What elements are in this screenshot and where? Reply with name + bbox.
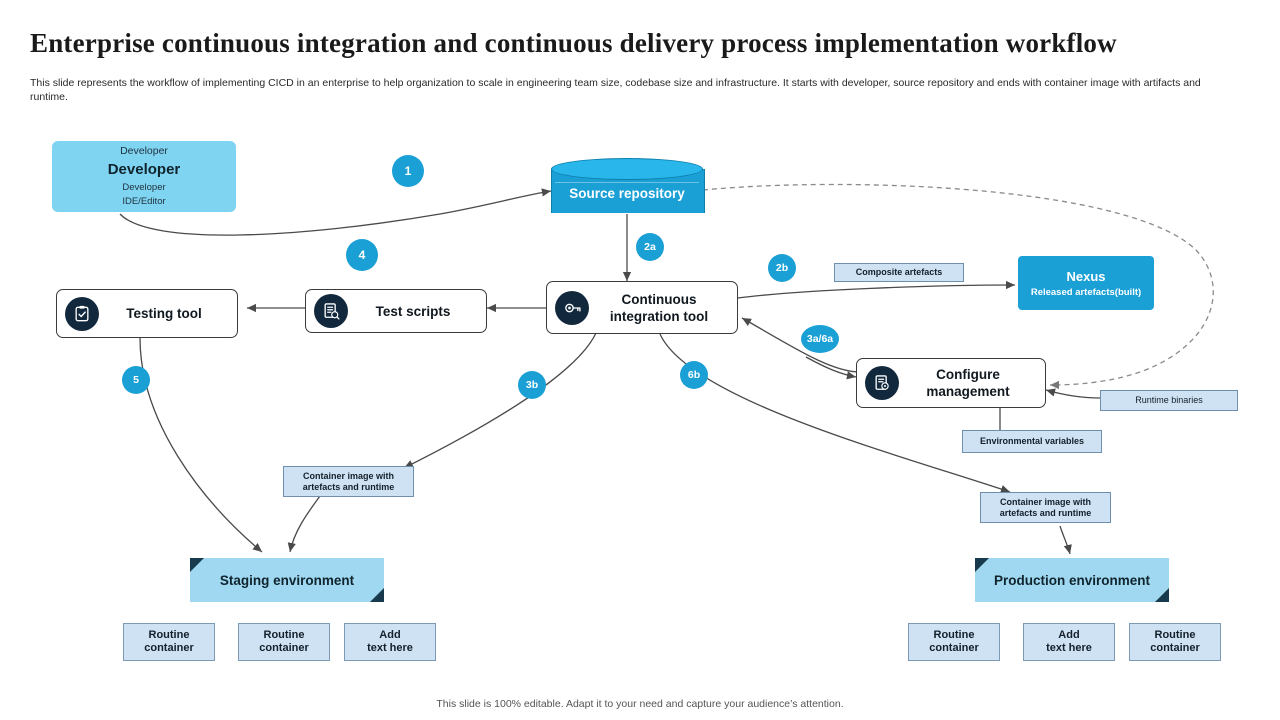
gear-icon: [555, 291, 589, 325]
continuous-integration-tool-label: Continuous integration tool: [609, 291, 709, 324]
nexus-subtitle: Released artefacts(built): [1030, 286, 1142, 298]
continuous-integration-tool-node[interactable]: [546, 281, 738, 334]
staging-routine-box-1-line2: container: [144, 642, 194, 654]
script-document-icon: [314, 294, 348, 328]
production-routine-box-2-line1: Add: [1058, 629, 1080, 641]
production-routine-box-3-line1: Routine: [1154, 629, 1196, 641]
page-title: Enterprise continuous integration and continuous delivery process implementation workflow: [30, 28, 1117, 58]
production-routine-box-1-line2: container: [929, 642, 979, 654]
production-routine-box-3[interactable]: [1129, 623, 1221, 661]
developer-sub-label-2: IDE/Editor: [122, 196, 166, 207]
cylinder-top: [551, 158, 703, 180]
tag-environmental-variables[interactable]: Environmental variables: [962, 430, 1102, 453]
production-routine-box-1-line1: Routine: [933, 629, 975, 641]
developer-card[interactable]: [52, 141, 236, 212]
tag-container-image-right[interactable]: Container image with artefacts and runtime: [980, 492, 1111, 523]
top-strip: [0, 0, 1280, 22]
testing-tool-label: Testing tool: [126, 306, 202, 321]
production-environment-node[interactable]: [975, 558, 1169, 602]
staging-routine-box-1[interactable]: [123, 623, 215, 661]
test-scripts-label: Test scripts: [375, 303, 451, 319]
tag-container-image-left[interactable]: Container image with artefacts and runtime: [283, 466, 414, 497]
staging-routine-box-3-line1: Add: [379, 629, 401, 641]
step-marker-4: 4: [346, 239, 378, 271]
step-marker-2a: 2a: [636, 233, 664, 261]
tag-composite-artefacts[interactable]: Composite artefacts: [834, 263, 964, 282]
page-subtitle: This slide represents the workflow of implementing CICD in an enterprise to help organization to scale in engineering team size, codebase size and infrastructure. It starts with developer, source repository and ends with container image with artifacts and runtime.: [30, 77, 1201, 103]
nexus-title: Nexus: [1066, 268, 1106, 284]
step-marker-1: 1: [392, 155, 424, 187]
production-environment-label: Production environment: [993, 572, 1150, 588]
staging-routine-box-2-line1: Routine: [263, 629, 305, 641]
configure-management-node[interactable]: [856, 358, 1046, 408]
staging-routine-box-3[interactable]: [344, 623, 436, 661]
step-marker-5: 5: [122, 366, 150, 394]
tag-runtime-binaries[interactable]: Runtime binaries: [1100, 390, 1238, 411]
staging-environment-node[interactable]: [190, 558, 384, 602]
step-marker-6b: 6b: [680, 361, 708, 389]
source-repository-label: Source repository: [569, 186, 685, 201]
testing-tool-node[interactable]: [56, 289, 238, 338]
production-routine-box-2[interactable]: [1023, 623, 1115, 661]
test-scripts-node[interactable]: [305, 289, 487, 333]
step-marker-3a-6a: 3a/6a: [801, 325, 839, 353]
staging-routine-box-2[interactable]: [238, 623, 330, 661]
clipboard-check-icon: [65, 297, 99, 331]
developer-top-label: Developer: [120, 145, 168, 157]
production-fold-right: [1155, 588, 1169, 602]
source-repository-node[interactable]: [551, 158, 703, 220]
staging-fold-right: [370, 588, 384, 602]
developer-sub-label-1: Developer: [122, 182, 166, 193]
production-routine-box-3-line2: container: [1150, 642, 1200, 654]
settings-document-icon: [865, 366, 899, 400]
step-marker-2b: 2b: [768, 254, 796, 282]
staging-routine-box-3-line2: text here: [367, 642, 413, 654]
staging-environment-label: Staging environment: [219, 572, 355, 588]
production-routine-box-1[interactable]: [908, 623, 1000, 661]
staging-routine-box-2-line2: container: [259, 642, 309, 654]
nexus-node[interactable]: [1018, 256, 1154, 310]
configure-management-label: Configure management: [926, 367, 1010, 399]
production-routine-box-2-line2: text here: [1046, 642, 1092, 654]
slide-footer: This slide is 100% editable. Adapt it to your need and capture your audience’s attention.: [436, 698, 844, 710]
step-marker-3b: 3b: [518, 371, 546, 399]
developer-main-label: Developer: [107, 161, 181, 178]
cylinder-divider: [555, 182, 699, 183]
staging-fold-left: [190, 558, 204, 572]
staging-routine-box-1-line1: Routine: [148, 629, 190, 641]
production-fold-left: [975, 558, 989, 572]
